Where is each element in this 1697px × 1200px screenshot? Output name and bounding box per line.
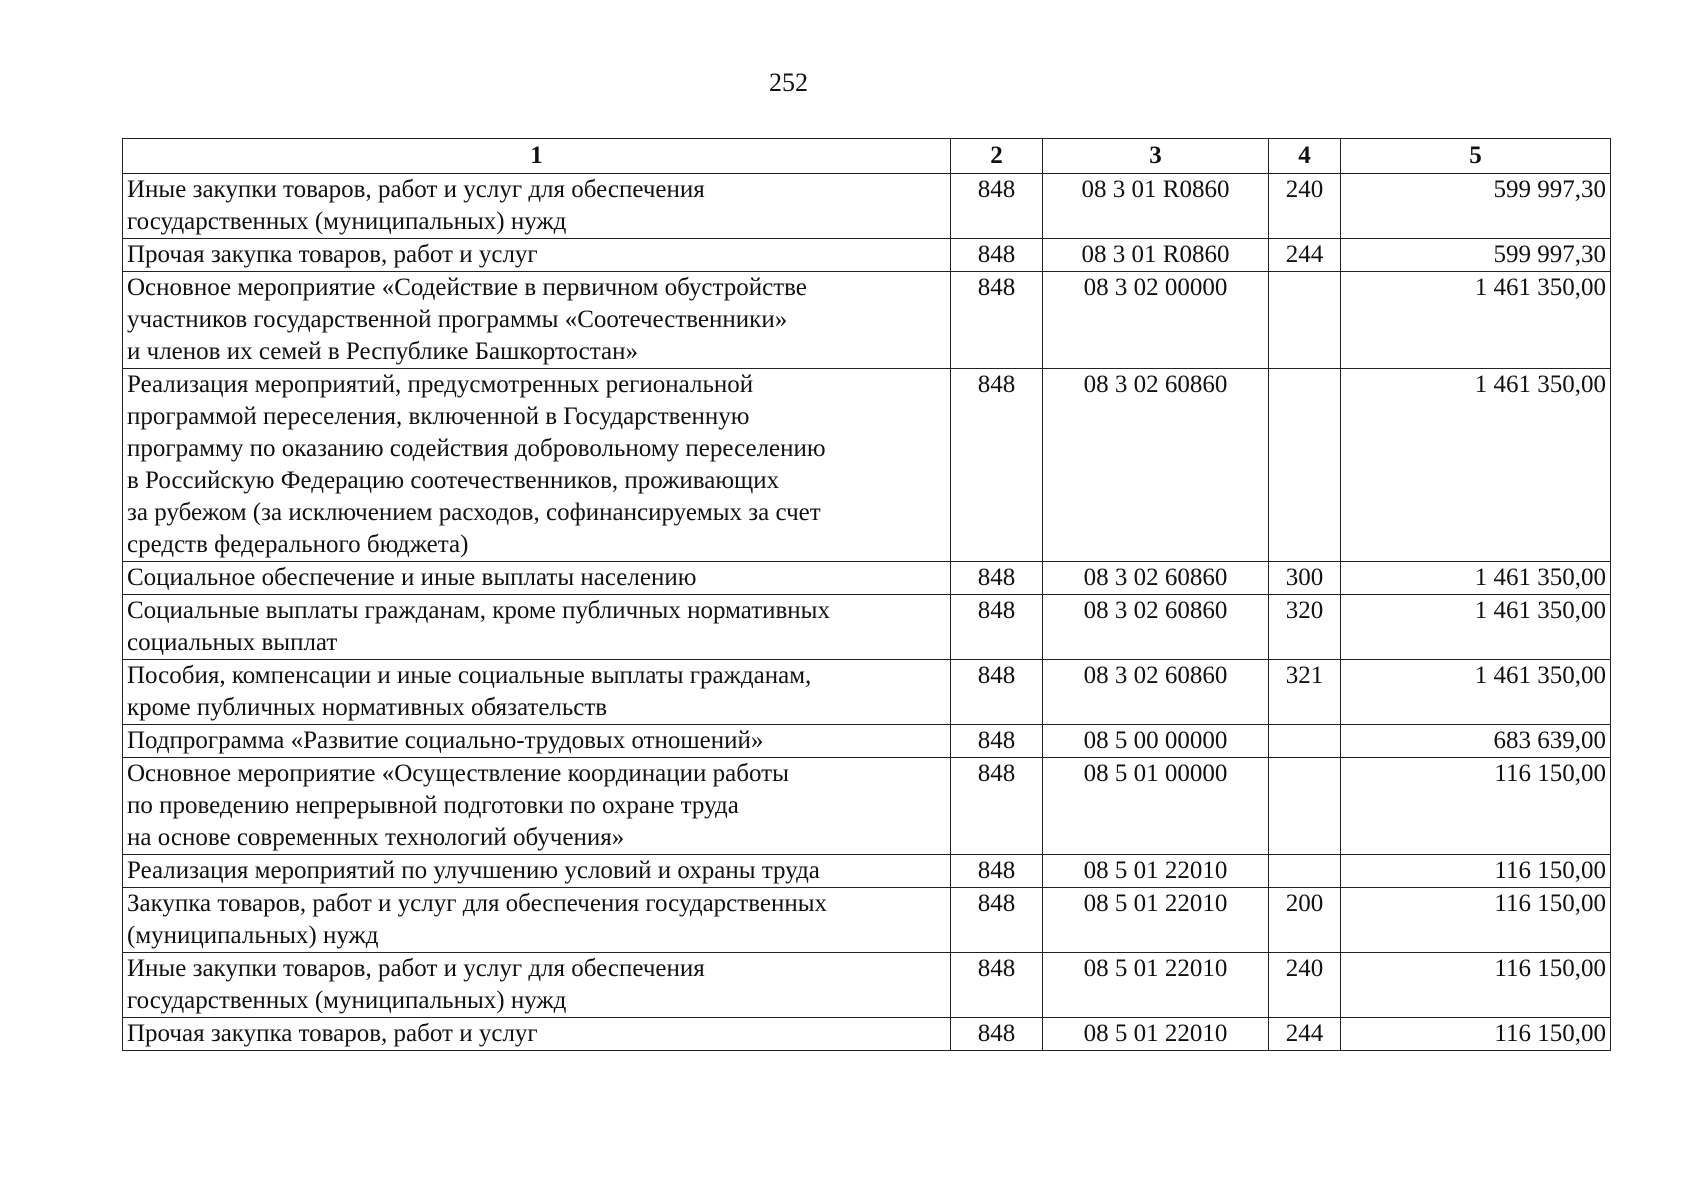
column-header-4: 4	[1269, 139, 1341, 174]
row-ved-cell: 848	[951, 758, 1043, 855]
page-number: 252	[769, 68, 808, 97]
row-name-cell: Иные закупки товаров, работ и услуг для обеспечения государственных (муниципальных) нужд	[123, 953, 951, 1018]
table-row	[123, 855, 1611, 888]
row-name-cell: Социальные выплаты гражданам, кроме публичных нормативных социальных выплат	[123, 595, 951, 660]
row-name-cell: Прочая закупка товаров, работ и услуг	[123, 1018, 951, 1051]
table-row	[123, 725, 1611, 758]
row-sum-cell: 1 461 350,00	[1341, 369, 1611, 562]
row-name-cell: Основное мероприятие «Содействие в первичном обустройстве участников государственной программы «Соотечественники» и членов их семей в Республике Башкортостан»	[123, 272, 951, 369]
row-ved-cell: 848	[951, 953, 1043, 1018]
row-vr-cell	[1269, 369, 1341, 562]
row-csr-cell: 08 3 02 60860	[1043, 595, 1269, 660]
budget-table	[122, 138, 1611, 1051]
table-row	[123, 1018, 1611, 1051]
row-sum-cell: 116 150,00	[1341, 855, 1611, 888]
row-name-cell: Прочая закупка товаров, работ и услуг	[123, 239, 951, 272]
row-sum-cell: 599 997,30	[1341, 174, 1611, 239]
table-row	[123, 174, 1611, 239]
row-ved-cell: 848	[951, 725, 1043, 758]
row-vr-cell: 240	[1269, 174, 1341, 239]
row-csr-cell: 08 3 02 60860	[1043, 660, 1269, 725]
row-sum-cell: 116 150,00	[1341, 888, 1611, 953]
table-row	[123, 562, 1611, 595]
row-ved-cell: 848	[951, 595, 1043, 660]
row-vr-cell	[1269, 758, 1341, 855]
row-sum-cell: 116 150,00	[1341, 758, 1611, 855]
table-row	[123, 758, 1611, 855]
row-name-cell: Реализация мероприятий по улучшению условий и охраны труда	[123, 855, 951, 888]
row-ved-cell: 848	[951, 174, 1043, 239]
row-sum-cell: 1 461 350,00	[1341, 595, 1611, 660]
column-header-1: 1	[123, 139, 951, 174]
row-sum-cell: 116 150,00	[1341, 1018, 1611, 1051]
row-ved-cell: 848	[951, 888, 1043, 953]
row-ved-cell: 848	[951, 369, 1043, 562]
row-name-cell: Закупка товаров, работ и услуг для обеспечения государственных (муниципальных) нужд	[123, 888, 951, 953]
row-name-cell: Реализация мероприятий, предусмотренных региональной программой переселения, включенной в Государственную программу по оказанию содействия добровольному переселению в Российскую Федерацию соотечественников, проживающих за рубежом (за исключением расходов, софинансируемых за счет средств федерального бюджета)	[123, 369, 951, 562]
row-vr-cell	[1269, 725, 1341, 758]
row-vr-cell: 244	[1269, 239, 1341, 272]
row-vr-cell: 300	[1269, 562, 1341, 595]
table-body	[123, 174, 1611, 1051]
row-name-cell: Иные закупки товаров, работ и услуг для обеспечения государственных (муниципальных) нужд	[123, 174, 951, 239]
row-vr-cell: 240	[1269, 953, 1341, 1018]
table-row	[123, 239, 1611, 272]
row-csr-cell: 08 5 01 22010	[1043, 953, 1269, 1018]
row-name-cell: Пособия, компенсации и иные социальные выплаты гражданам, кроме публичных нормативных обязательств	[123, 660, 951, 725]
table-row	[123, 595, 1611, 660]
row-vr-cell: 200	[1269, 888, 1341, 953]
column-header-2: 2	[951, 139, 1043, 174]
row-vr-cell	[1269, 272, 1341, 369]
row-csr-cell: 08 5 01 22010	[1043, 1018, 1269, 1051]
row-ved-cell: 848	[951, 660, 1043, 725]
row-name-cell: Основное мероприятие «Осуществление координации работы по проведению непрерывной подготовки по охране труда на основе современных технологий обучения»	[123, 758, 951, 855]
row-csr-cell: 08 5 01 22010	[1043, 855, 1269, 888]
row-csr-cell: 08 3 01 R0860	[1043, 174, 1269, 239]
table-header-row	[123, 139, 1611, 174]
column-header-3: 3	[1043, 139, 1269, 174]
row-vr-cell: 321	[1269, 660, 1341, 725]
table-row	[123, 369, 1611, 562]
table-row	[123, 953, 1611, 1018]
row-csr-cell: 08 5 01 22010	[1043, 888, 1269, 953]
table-row	[123, 888, 1611, 953]
row-name-cell: Подпрограмма «Развитие социально-трудовых отношений»	[123, 725, 951, 758]
row-sum-cell: 1 461 350,00	[1341, 272, 1611, 369]
row-sum-cell: 683 639,00	[1341, 725, 1611, 758]
row-sum-cell: 1 461 350,00	[1341, 660, 1611, 725]
row-sum-cell: 116 150,00	[1341, 953, 1611, 1018]
row-ved-cell: 848	[951, 239, 1043, 272]
row-csr-cell: 08 3 02 60860	[1043, 369, 1269, 562]
row-name-cell: Социальное обеспечение и иные выплаты населению	[123, 562, 951, 595]
table-row	[123, 272, 1611, 369]
row-csr-cell: 08 3 01 R0860	[1043, 239, 1269, 272]
row-csr-cell: 08 5 00 00000	[1043, 725, 1269, 758]
row-csr-cell: 08 3 02 60860	[1043, 562, 1269, 595]
row-sum-cell: 1 461 350,00	[1341, 562, 1611, 595]
row-ved-cell: 848	[951, 855, 1043, 888]
row-ved-cell: 848	[951, 1018, 1043, 1051]
column-header-5: 5	[1341, 139, 1611, 174]
row-vr-cell: 244	[1269, 1018, 1341, 1051]
table-row	[123, 660, 1611, 725]
row-csr-cell: 08 5 01 00000	[1043, 758, 1269, 855]
row-csr-cell: 08 3 02 00000	[1043, 272, 1269, 369]
row-vr-cell: 320	[1269, 595, 1341, 660]
row-sum-cell: 599 997,30	[1341, 239, 1611, 272]
row-ved-cell: 848	[951, 272, 1043, 369]
row-ved-cell: 848	[951, 562, 1043, 595]
row-vr-cell	[1269, 855, 1341, 888]
